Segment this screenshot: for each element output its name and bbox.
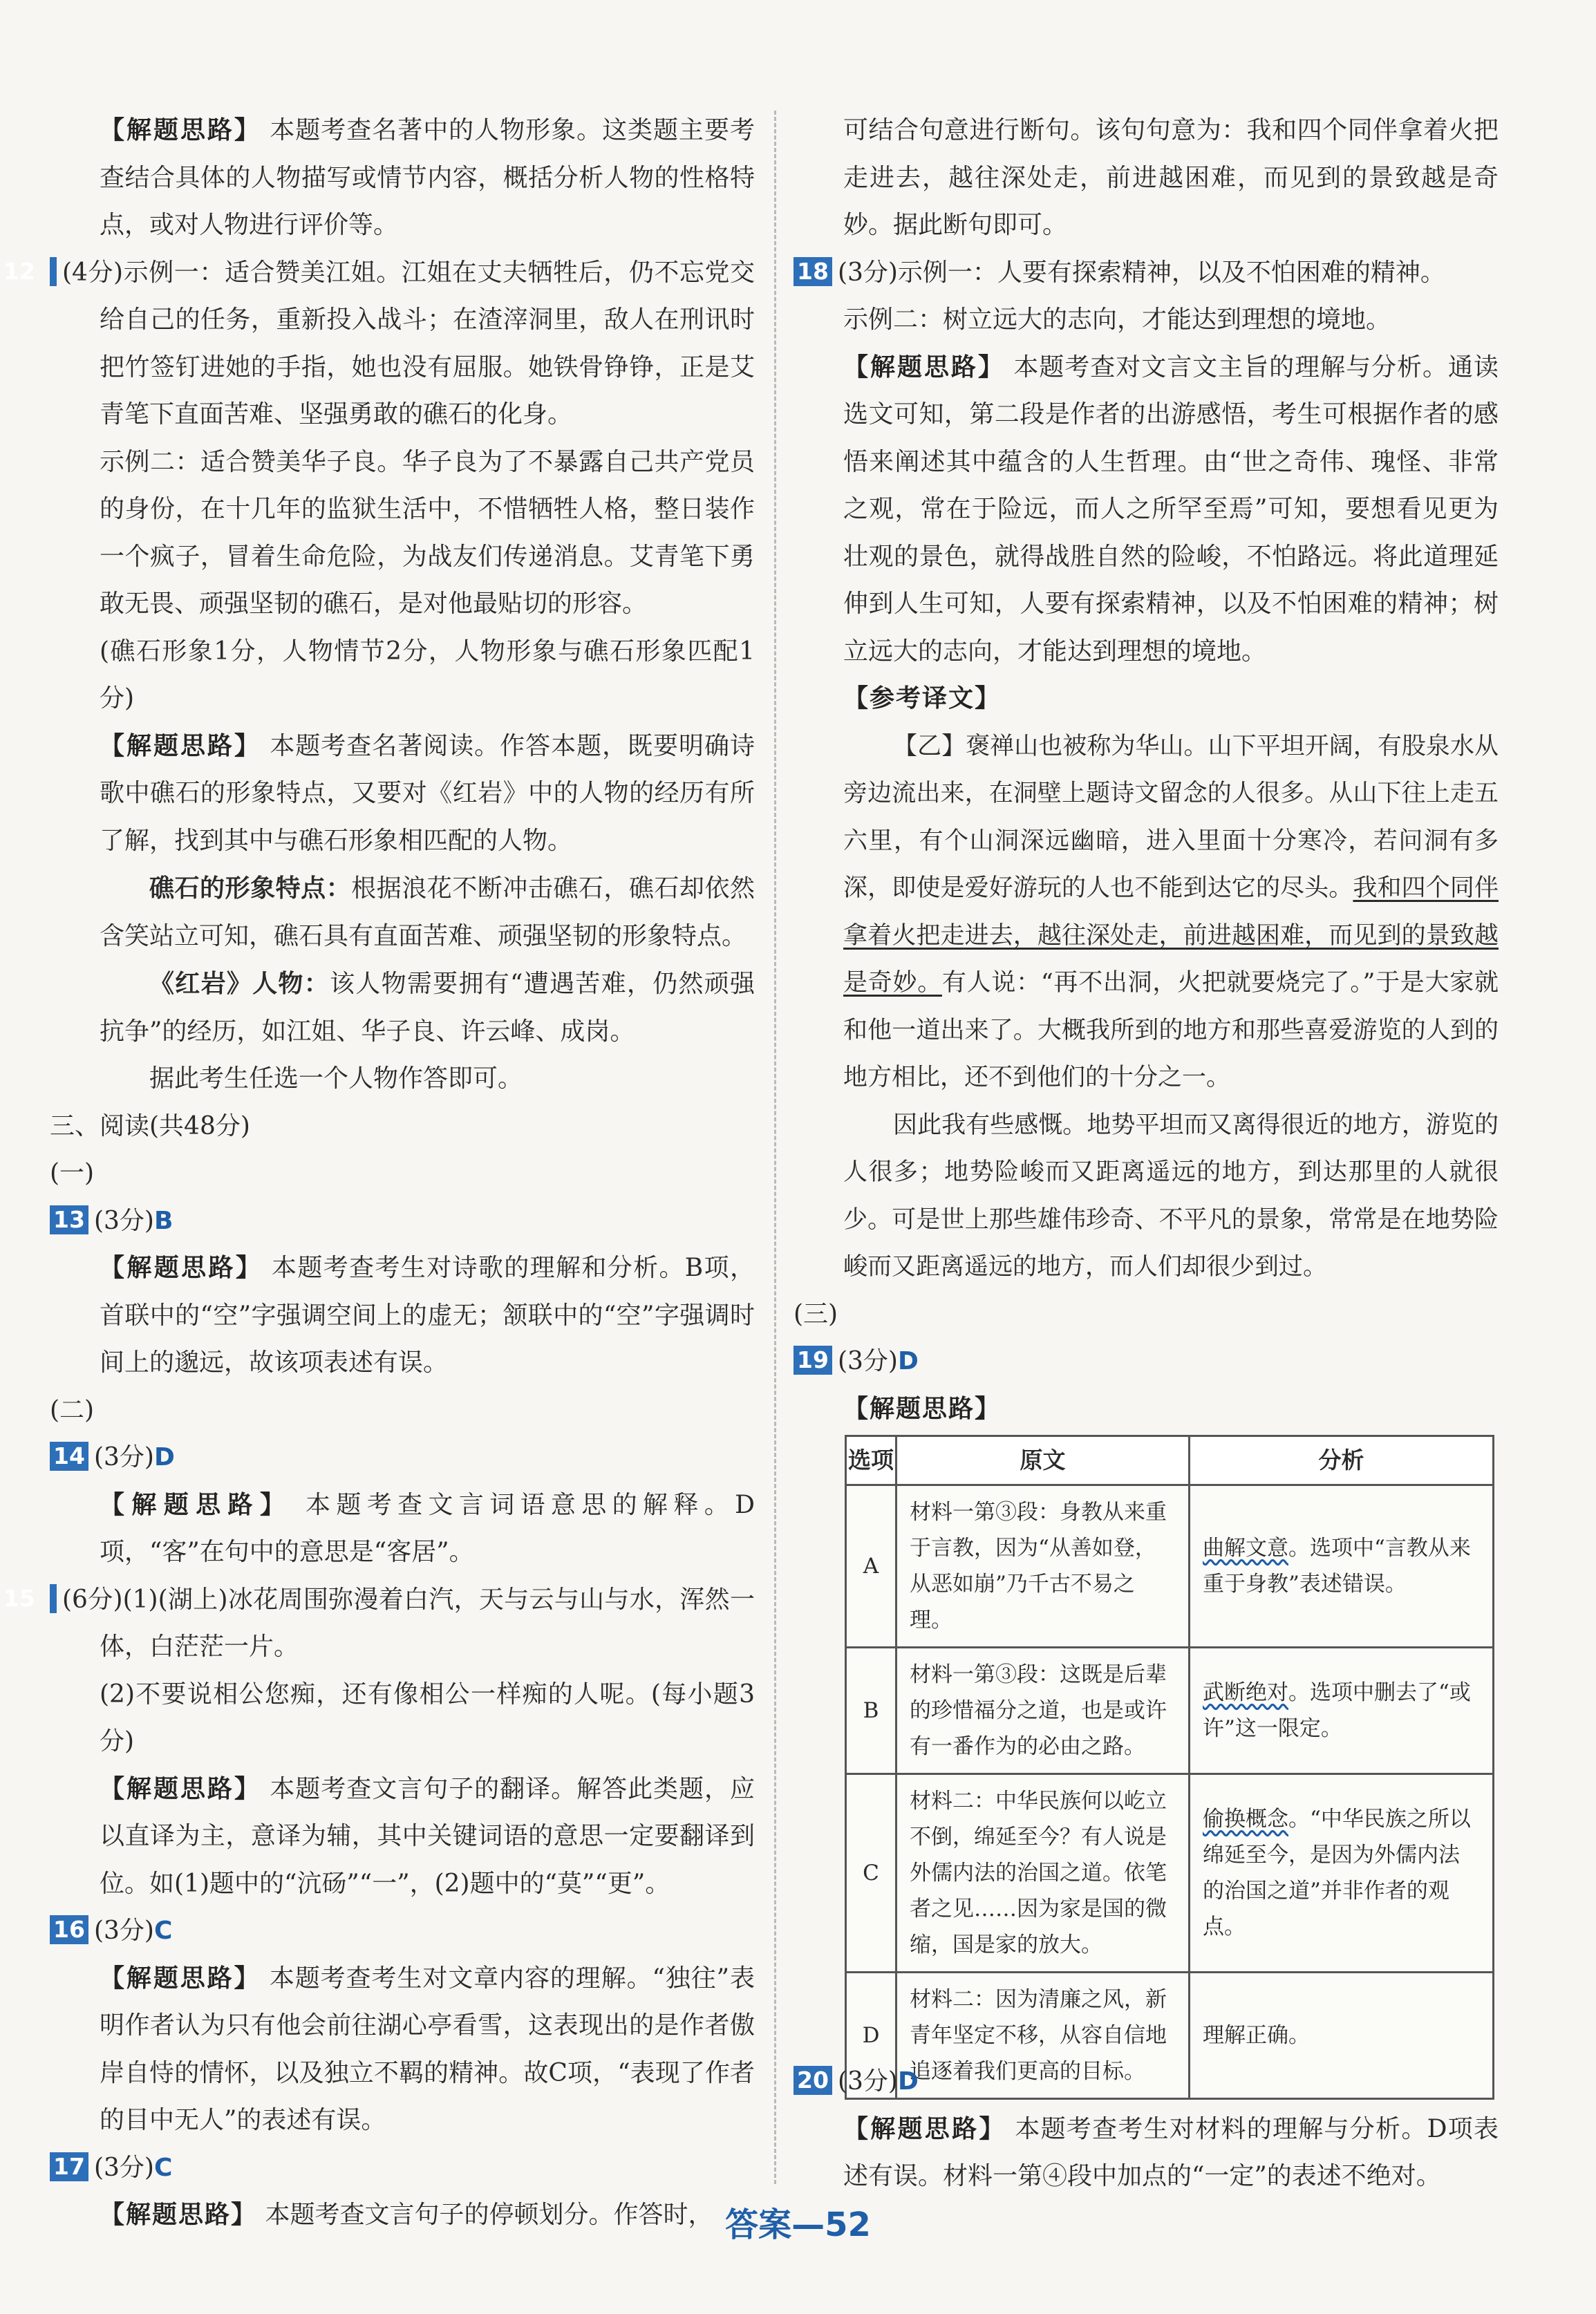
q15-line-2: (2)不要说相公您痴，还有像相公一样痴的人呢。(每小题3分) xyxy=(100,1680,755,1756)
question-16: 16 (3分)C xyxy=(50,1908,755,1955)
q12-point-3: 据此考生任选一个人物作答即可。 xyxy=(149,1064,523,1093)
translation-paragraph-1: 【乙】褒禅山也被称为华山。山下平坦开阔，有股泉水从旁边流出来，在洞壁上题诗文留念的人很多。从山下往上走五六里，有个山洞深远幽暗，进入里面十分寒冷，若问洞有多深，即使是爱好游玩的人也不能到达它的尽头。我和四个同伴拿着火把走进去，越往深处走，前进越困难，而见到的景致越是奇妙。有人说：“再不出洞，火把就要烧完了。”于是大家就和他一道出来了。大概我所到的地方和那些喜爱游览的人到的地方相比，还不到他们的十分之一。 xyxy=(843,732,1499,1091)
translation-paragraph-2: 因此我有些感慨。地势平坦而又离得很近的地方，游览的人很多；地势险峻而又距离遥远的地方，到达那里的人就很少。可是世上那些雄伟珍奇、不平凡的景象，常常是在地势险峻而又距离遥远的地方，而人们却很少到过。 xyxy=(843,1111,1499,1281)
q12-point-2: 《红岩》人物：该人物需要拥有“遭遇苦难，仍然顽强抗争”的经历，如江姐、华子良、许云峰、成岗。 xyxy=(100,969,755,1046)
q17-analysis: 【解题思路】 本题考查文言句子的停顿划分。作答时， xyxy=(100,2201,713,2229)
q18-analysis: 【解题思路】 本题考查对文言文主旨的理解与分析。通读选文可知，第二段是作者的出游感悟，考生可根据作者的感悟来阐述其中蕴含的人生哲理。由“世之奇伟、瑰怪、非常之观，常在于险远，而人之所罕至焉”可知，要想看见更为壮观的景色，就得战胜自然的险峻，不怕路远。将此道理延伸到人生可知，人要有探索精神，以及不怕困难的精神；树立远大的志向，才能达到理想的境地。 xyxy=(843,352,1499,666)
q17-analysis-continued: 可结合句意进行断句。该句句意为：我和四个同伴拿着火把走进去，越往深处走，前进越困难，而见到的景致越是奇妙。据此断句即可。 xyxy=(843,116,1499,239)
header-analysis: 分析 xyxy=(1190,1436,1494,1485)
table-row xyxy=(846,1648,1494,1774)
header-option: 选项 xyxy=(846,1436,896,1485)
q14-analysis: 【解题思路】 本题考查文言词语意思的解释。D项，“客”在句中的意思是“客居”。 xyxy=(100,1490,755,1566)
q15-analysis: 【解题思路】 本题考查文言句子的翻译。解答此类题，应以直译为主，意译为辅，其中关键词语的意思一定要翻译到位。如(1)题中的“沆砀”“一”，(2)题中的“莫”“更”。 xyxy=(100,1774,755,1898)
cell-original: 材料一第③段：身教从来重于言教，因为“从善如登，从恶如崩”乃千古不易之理。 xyxy=(896,1485,1190,1648)
q13-analysis: 【解题思路】 本题考查考生对诗歌的理解和分析。B项，首联中的“空”字强调空间上的虚无；颔联中的“空”字强调时间上的邈远，故该项表述有误。 xyxy=(100,1254,755,1377)
subsection-2: (二) xyxy=(50,1395,95,1424)
right-column-bottom xyxy=(794,2058,1499,2201)
question-18: 18 (3分)示例一：人要有探索精神，以及不怕困难的精神。 xyxy=(794,250,1499,297)
question-15: 15 (6分)(1)(湖上)冰花周围弥漫着白汽，天与云与山与水，浑然一体，白茫茫一片。 xyxy=(3,1584,755,1661)
q18-example-2: 示例二：树立远大的志向，才能达到理想的境地。 xyxy=(843,305,1391,334)
cell-original: 材料二：因为清廉之风，新青年坚定不移，从容自信地追逐着我们更高的目标。 xyxy=(896,1973,1190,2099)
q19-analysis-table xyxy=(845,1435,1494,2100)
subsection-3: (三) xyxy=(794,1299,838,1328)
cell-option: A xyxy=(846,1485,896,1648)
question-20: 20 (3分)D xyxy=(794,2058,1499,2106)
right-column xyxy=(794,107,1499,1433)
page-number: 答案—52 xyxy=(725,2205,871,2244)
cell-option: C xyxy=(846,1774,896,1973)
reference-translation-heading: 【参考译文】 xyxy=(843,684,1002,713)
header-original: 原文 xyxy=(896,1436,1190,1485)
table-row xyxy=(846,1485,1494,1648)
cell-analysis: 武断绝对。选项中删去了“或许”这一限定。 xyxy=(1190,1648,1494,1774)
cell-analysis: 偷换概念。“中华民族之所以绵延至今，是因为外儒内法的治国之道”并非作者的观点。 xyxy=(1190,1774,1494,1973)
cell-original: 材料一第③段：这既是后辈的珍惜福分之道，也是或许有一番作为的必由之路。 xyxy=(896,1648,1190,1774)
cell-option: B xyxy=(846,1648,896,1774)
q19-analysis-heading: 【解题思路】 xyxy=(843,1394,1002,1423)
table-row xyxy=(846,1774,1494,1973)
q16-analysis: 【解题思路】 本题考查考生对文章内容的理解。“独往”表明作者认为只有他会前往湖心亭看雪，这表现出的是作者傲岸自恃的情怀，以及独立不羁的精神。故C项，“表现了作者的目中无人”的表述有误。 xyxy=(100,1964,755,2134)
paragraph-analysis-11: 【解题思路】 本题考查名著中的人物形象。这类题主要考查结合具体的人物描写或情节内容，概括分析人物的性格特点，或对人物进行评价等。 xyxy=(100,116,755,239)
subsection-1: (一) xyxy=(50,1159,95,1187)
cell-analysis: 曲解文意。选项中“言教从来重于身教”表述错误。 xyxy=(1190,1485,1494,1648)
cell-option: D xyxy=(846,1973,896,2099)
cell-original: 材料二：中华民族何以屹立不倒，绵延至今？有人说是外儒内法的治国之道。依笔者之见……因为家是国的微缩，国是家的放大。 xyxy=(896,1774,1190,1973)
left-column xyxy=(3,107,755,2239)
q12-analysis: 【解题思路】 本题考查名著阅读。作答本题，既要明确诗歌中礁石的形象特点，又要对《红岩》中的人物的经历有所了解，找到其中与礁石形象相匹配的人物。 xyxy=(100,731,755,855)
q20-analysis: 【解题思路】 本题考查考生对材料的理解与分析。D项表述有误。材料一第④段中加点的“一定”的表述不绝对。 xyxy=(843,2114,1499,2190)
question-17: 17 (3分)C xyxy=(50,2145,755,2192)
question-19: 19 (3分)D xyxy=(794,1338,1499,1386)
section-heading-reading: 三、阅读(共48分) xyxy=(50,1111,250,1140)
question-13: 13 (3分)B xyxy=(50,1198,755,1245)
question-14: 14 (3分)D xyxy=(50,1434,755,1482)
q12-example-2: 示例二：适合赞美华子良。华子良为了不暴露自己共产党员的身份，在十几年的监狱生活中，不惜牺牲人格，整日装作一个疯子，冒着生命危险，为战友们传递消息。艾青笔下勇敢无畏、顽强坚韧的礁石，是对他最贴切的形容。 xyxy=(100,447,755,618)
table-header-row xyxy=(846,1436,1494,1485)
cell-analysis: 理解正确。 xyxy=(1190,1973,1494,2099)
question-12: 12 (4分)示例一：适合赞美江姐。江姐在丈夫牺牲后，仍不忘党交给自己的任务，重新投入战斗；在渣滓洞里，敌人在刑讯时把竹签钉进她的手指，她也没有屈服。她铁骨铮铮，正是艾青笔下直面苦难、坚强勇敢的礁石的化身。 xyxy=(3,257,755,429)
q12-score-rule: (礁石形象1分，人物情节2分，人物形象与礁石形象匹配1分) xyxy=(100,637,755,713)
q12-point-1: 礁石的形象特点：根据浪花不断冲击礁石，礁石却依然含笑站立可知，礁石具有直面苦难、顽强坚韧的形象特点。 xyxy=(100,874,755,950)
column-divider xyxy=(774,111,776,2184)
